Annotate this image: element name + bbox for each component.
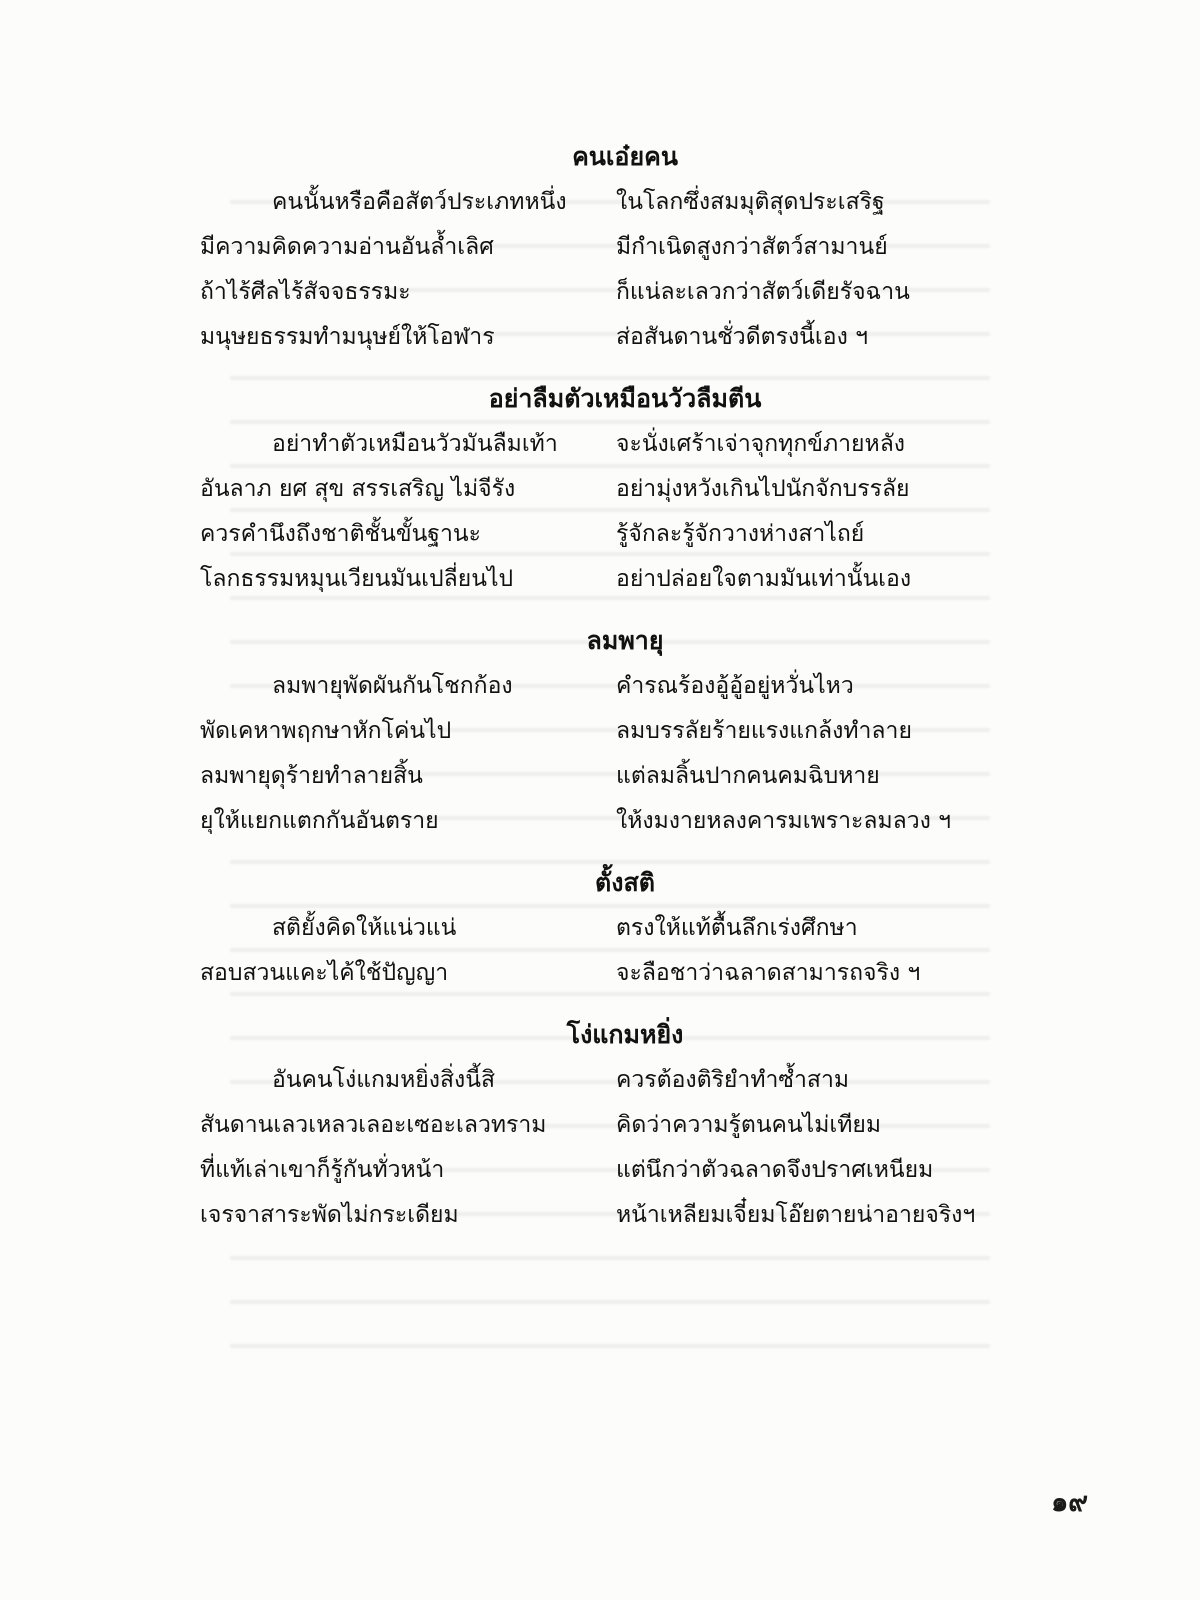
verse-first-half: เจรจาสาระพัดไม่กระเดียม xyxy=(200,1202,459,1228)
verse-line xyxy=(200,180,1010,225)
verse-line xyxy=(200,799,1010,844)
verse-line xyxy=(200,557,1010,602)
verse-first-half: คนนั้นหรือคือสัตว์ประเภทหนึ่ง xyxy=(272,189,567,215)
verse-second-half: ลมบรรลัยร้ายแรงแกล้งทำลาย xyxy=(616,718,912,744)
verse-first-half: ลมพายุพัดผันกันโชกก้อง xyxy=(272,673,513,699)
stanza-gap xyxy=(200,360,1010,380)
page-number: ๑๙ xyxy=(1051,1487,1088,1518)
verse-line xyxy=(200,270,1010,315)
verse-second-half: จะนั่งเศร้าเจ่าจุกทุกข์ภายหลัง xyxy=(616,431,906,457)
verse-first-half: สอบสวนแคะไค้ใช้ปัญญา xyxy=(200,960,449,986)
poem-title: คนเอ๋ยคน xyxy=(572,142,678,171)
verse-first-half: สันดานเลวเหลวเลอะเซอะเลวทราม xyxy=(200,1112,547,1138)
verse-line xyxy=(200,315,1010,360)
verse-second-half: แต่ลมลิ้นปากคนคมฉิบหาย xyxy=(616,763,880,789)
verse-line xyxy=(200,951,1010,996)
poem xyxy=(200,138,1010,380)
verse-second-half: คิดว่าความรู้ตนคนไม่เทียม xyxy=(616,1112,882,1138)
verse-second-half: ควรต้องติริยำทำซ้ำสาม xyxy=(616,1067,850,1093)
verse-line xyxy=(200,225,1010,270)
verse-second-half: ในโลกซึ่งสมมุติสุดประเสริฐ xyxy=(616,189,885,215)
verse-line xyxy=(200,1193,1010,1238)
stanza-gap xyxy=(200,996,1010,1016)
verse-second-half: อย่าปล่อยใจตามมันเท่านั้นเอง xyxy=(616,566,912,592)
poem-title: โง่แกมหยิ่ง xyxy=(566,1020,684,1049)
verse-first-half: อันลาภ ยศ สุข สรรเสริญ ไม่จีรัง xyxy=(200,476,516,502)
verse-line xyxy=(200,1148,1010,1193)
verse-first-half: ที่แท้เล่าเขาก็รู้กันทั่วหน้า xyxy=(200,1157,445,1183)
verse-second-half: จะลือชาว่าฉลาดสามารถจริง ฯ xyxy=(616,960,921,986)
stanza-gap xyxy=(200,602,1010,622)
poem xyxy=(200,1016,1010,1238)
verse-second-half: หน้าเหลียมเจี๋ยมโอ๊ยตายน่าอายจริงฯ xyxy=(616,1202,976,1228)
verse-line xyxy=(200,422,1010,467)
verse-first-half: สติยั้งคิดให้แน่วแน่ xyxy=(272,915,457,941)
poem-title: อย่าลืมตัวเหมือนวัวลืมตีน xyxy=(488,384,762,413)
poem xyxy=(200,622,1010,864)
verse-second-half: ก็แน่ละเลวกว่าสัตว์เดียรัจฉาน xyxy=(616,279,910,305)
verse-first-half: โลกธรรมหมุนเวียนมันเปลี่ยนไป xyxy=(200,566,514,592)
poem xyxy=(200,380,1010,622)
verse-line xyxy=(200,1058,1010,1103)
poem-title: ลมพายุ xyxy=(586,626,664,655)
verse-first-half: ยุให้แยกแตกกันอันตราย xyxy=(200,808,439,834)
verse-first-half: มีความคิดความอ่านอันล้ำเลิศ xyxy=(200,234,494,260)
verse-first-half: ควรคำนึงถึงชาติชั้นขั้นฐานะ xyxy=(200,521,481,547)
verse-line xyxy=(200,906,1010,951)
poem xyxy=(200,864,1010,1016)
verse-first-half: ลมพายุดุร้ายทำลายสิ้น xyxy=(200,763,423,789)
verse-first-half: อันคนโง่แกมหยิ่งสิ่งนี้สิ xyxy=(272,1067,496,1093)
stanza-gap xyxy=(200,844,1010,864)
verse-second-half: รู้จักละรู้จักวางห่างสาไถย์ xyxy=(616,521,865,547)
verse-second-half: ตรงให้แท้ตื้นลึกเร่งศึกษา xyxy=(616,915,858,941)
verse-second-half: มีกำเนิดสูงกว่าสัตว์สามานย์ xyxy=(616,234,888,260)
verse-line xyxy=(200,709,1010,754)
verse-second-half: ให้งมงายหลงคารมเพราะลมลวง ฯ xyxy=(616,808,952,834)
verse-first-half: พัดเคหาพฤกษาหักโค่นไป xyxy=(200,718,452,744)
poem-title: ตั้งสติ xyxy=(595,868,655,897)
verse-first-half: มนุษยธรรมทำมนุษย์ให้โอฬาร xyxy=(200,324,495,350)
verse-line xyxy=(200,467,1010,512)
verse-line xyxy=(200,664,1010,709)
verse-second-half: ส่อสันดานชั่วดีตรงนี้เอง ฯ xyxy=(616,324,869,350)
verse-second-half: แต่นึกว่าตัวฉลาดจึงปราศเหนียม xyxy=(616,1157,934,1183)
verse-line xyxy=(200,1103,1010,1148)
verse-line xyxy=(200,754,1010,799)
verse-first-half: ถ้าไร้ศีลไร้สัจจธรรมะ xyxy=(200,279,411,305)
poem-collection xyxy=(200,138,1010,1238)
verse-second-half: อย่ามุ่งหวังเกินไปนักจักบรรลัย xyxy=(616,476,910,502)
verse-line xyxy=(200,512,1010,557)
verse-second-half: คำรณร้องอู้อู้อยู่หวั่นไหว xyxy=(616,673,854,699)
verse-first-half: อย่าทำตัวเหมือนวัวมันลืมเท้า xyxy=(272,431,558,457)
